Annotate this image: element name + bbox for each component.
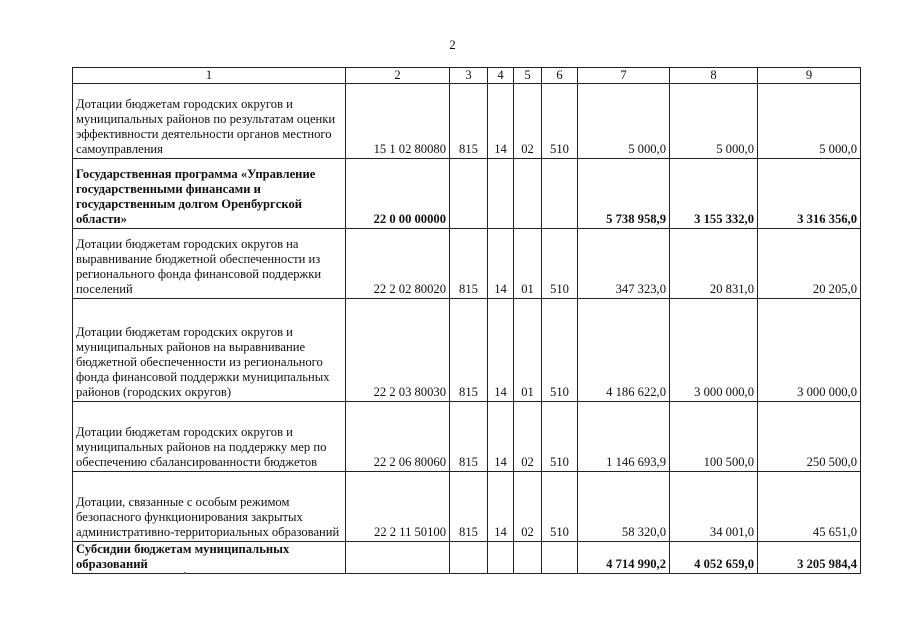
row-value-cell: 3 155 332,0 xyxy=(670,159,758,229)
row-admin-cell xyxy=(450,542,488,574)
column-header: 9 xyxy=(758,68,861,84)
row-name-cell: Дотации бюджетам городских округов и муниципальных районов на выравнивание бюджетной обеспеченности из регионального фонда финансовой поддержки муниципальных районов (городских округов) xyxy=(73,299,346,402)
row-section-cell: 14 xyxy=(488,299,514,402)
row-value-cell: 5 000,0 xyxy=(578,84,670,159)
row-value-cell: 3 000 000,0 xyxy=(670,299,758,402)
row-code-cell: 22 2 02 80020 xyxy=(346,229,450,299)
row-admin-cell: 815 xyxy=(450,472,488,542)
budget-table xyxy=(72,67,861,574)
row-value-cell: 58 320,0 xyxy=(578,472,670,542)
row-value-cell: 5 000,0 xyxy=(758,84,861,159)
row-value-cell: 1 146 693,9 xyxy=(578,402,670,472)
row-value-cell: 4 714 990,2 xyxy=(578,542,670,574)
row-code-cell: 22 2 11 50100 xyxy=(346,472,450,542)
row-value-cell: 4 186 622,0 xyxy=(578,299,670,402)
row-section-cell xyxy=(488,159,514,229)
row-value-cell: 5 738 958,9 xyxy=(578,159,670,229)
column-header: 7 xyxy=(578,68,670,84)
row-type-cell: 510 xyxy=(542,299,578,402)
row-value-cell: 4 052 659,0 xyxy=(670,542,758,574)
row-value-cell: 3 205 984,4 xyxy=(758,542,861,574)
row-subsection-cell xyxy=(514,159,542,229)
row-name-cell: Дотации бюджетам городских округов и муниципальных районов на поддержку мер по обеспечению сбалансированности бюджетов xyxy=(73,402,346,472)
row-section-cell: 14 xyxy=(488,84,514,159)
row-subsection-cell: 01 xyxy=(514,229,542,299)
row-value-cell: 100 500,0 xyxy=(670,402,758,472)
row-admin-cell: 815 xyxy=(450,84,488,159)
table-row xyxy=(73,542,861,574)
row-subsection-cell xyxy=(514,542,542,574)
row-value-cell: 347 323,0 xyxy=(578,229,670,299)
row-code-cell: 15 1 02 80080 xyxy=(346,84,450,159)
row-section-cell: 14 xyxy=(488,472,514,542)
header-row xyxy=(73,68,861,84)
row-name-cell: Дотации, связанные с особым режимом безопасного функционирования закрытых административно-территориальных образований xyxy=(73,472,346,542)
row-type-cell: 510 xyxy=(542,402,578,472)
row-value-cell: 34 001,0 xyxy=(670,472,758,542)
row-name-cell: Дотации бюджетам городских округов на выравнивание бюджетной обеспеченности из регионального фонда финансовой поддержки поселений xyxy=(73,229,346,299)
scan-speck xyxy=(184,572,186,574)
row-section-cell: 14 xyxy=(488,229,514,299)
row-value-cell: 250 500,0 xyxy=(758,402,861,472)
row-type-cell xyxy=(542,542,578,574)
row-admin-cell: 815 xyxy=(450,402,488,472)
row-code-cell: 22 2 03 80030 xyxy=(346,299,450,402)
row-subsection-cell: 02 xyxy=(514,472,542,542)
column-header: 8 xyxy=(670,68,758,84)
row-section-cell xyxy=(488,542,514,574)
column-header: 5 xyxy=(514,68,542,84)
row-subsection-cell: 01 xyxy=(514,299,542,402)
row-subsection-cell: 02 xyxy=(514,84,542,159)
row-value-cell: 3 316 356,0 xyxy=(758,159,861,229)
table-row xyxy=(73,299,861,402)
row-name-cell: Дотации бюджетам городских округов и муниципальных районов по результатам оценки эффективности деятельности органов местного самоуправления xyxy=(73,84,346,159)
row-code-cell: 22 0 00 00000 xyxy=(346,159,450,229)
row-value-cell: 45 651,0 xyxy=(758,472,861,542)
row-type-cell: 510 xyxy=(542,472,578,542)
row-code-cell xyxy=(346,542,450,574)
column-header: 6 xyxy=(542,68,578,84)
table-row xyxy=(73,84,861,159)
row-value-cell: 20 205,0 xyxy=(758,229,861,299)
row-name-cell: Субсидии бюджетам муниципальных образований xyxy=(73,542,346,574)
row-code-cell: 22 2 06 80060 xyxy=(346,402,450,472)
column-header: 4 xyxy=(488,68,514,84)
column-header: 1 xyxy=(73,68,346,84)
row-admin-cell: 815 xyxy=(450,299,488,402)
column-header: 2 xyxy=(346,68,450,84)
row-type-cell: 510 xyxy=(542,229,578,299)
row-value-cell: 5 000,0 xyxy=(670,84,758,159)
row-value-cell: 3 000 000,0 xyxy=(758,299,861,402)
page-number: 2 xyxy=(449,37,456,52)
column-header: 3 xyxy=(450,68,488,84)
row-admin-cell: 815 xyxy=(450,229,488,299)
row-type-cell: 510 xyxy=(542,84,578,159)
row-subsection-cell: 02 xyxy=(514,402,542,472)
row-admin-cell xyxy=(450,159,488,229)
row-section-cell: 14 xyxy=(488,402,514,472)
row-value-cell: 20 831,0 xyxy=(670,229,758,299)
row-name-cell: Государственная программа «Управление государственными финансами и государственным долгом Оренбургской области» xyxy=(73,159,346,229)
table-row xyxy=(73,472,861,542)
table-row xyxy=(73,159,861,229)
table-row xyxy=(73,402,861,472)
row-type-cell xyxy=(542,159,578,229)
table-row xyxy=(73,229,861,299)
